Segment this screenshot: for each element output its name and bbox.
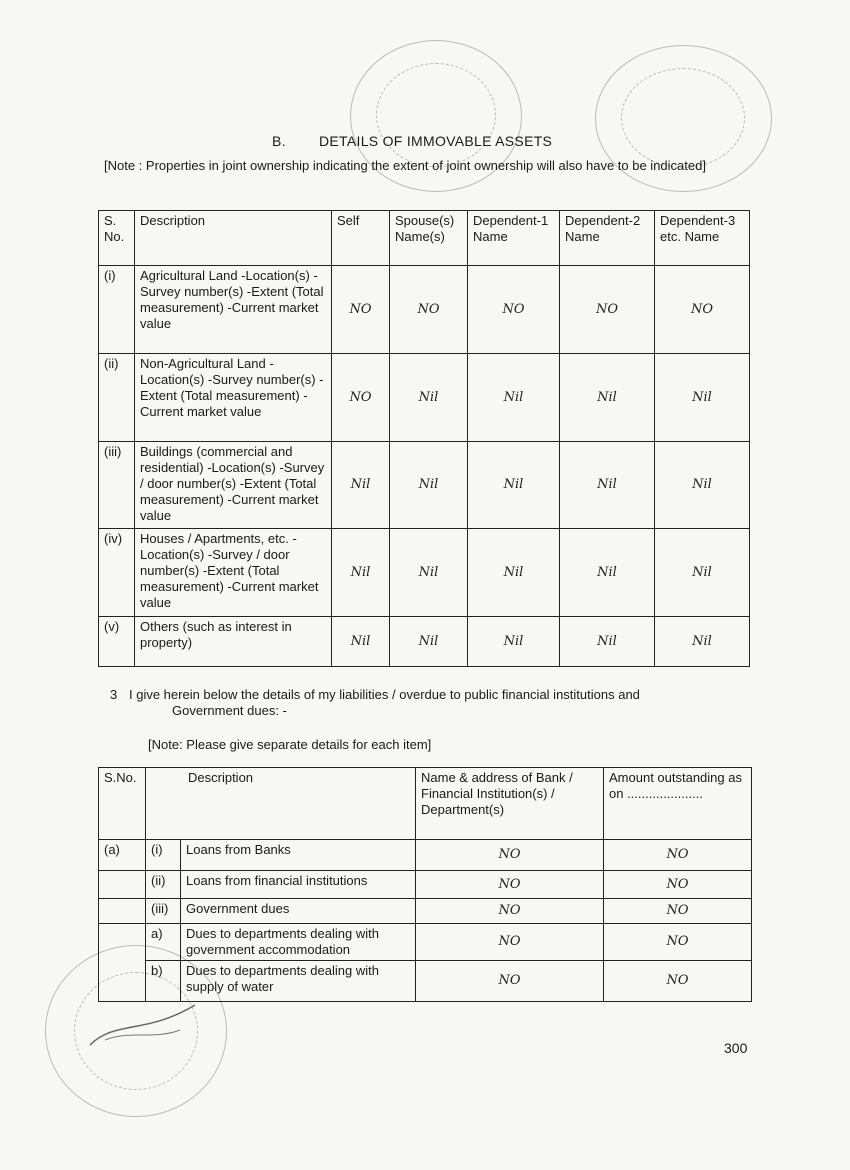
- header-description: Description: [146, 768, 416, 840]
- row-description: Loans from Banks: [181, 840, 416, 871]
- row-description: Dues to departments dealing with supply of water: [181, 961, 416, 1002]
- group-label: (a): [99, 840, 146, 871]
- value-amount: NO: [604, 961, 752, 1002]
- value-dependent-1: Nil: [468, 354, 560, 442]
- header-dependent-2: Dependent-2 Name: [560, 211, 655, 266]
- row-description: Others (such as interest in property): [135, 617, 332, 667]
- row-description: Non-Agricultural Land -Location(s) -Survey number(s) -Extent (Total measurement) -Current market value: [135, 354, 332, 442]
- liabilities-table: [98, 767, 752, 1002]
- signature-mark: [85, 1000, 205, 1050]
- row-sub: (ii): [146, 871, 181, 899]
- header-sno: S. No.: [99, 211, 135, 266]
- value-dependent-2: Nil: [560, 529, 655, 617]
- row-sub: b): [146, 961, 181, 1002]
- assets-header-row: [99, 211, 750, 266]
- value-dependent-2: Nil: [560, 442, 655, 529]
- value-self: Nil: [332, 442, 390, 529]
- value-self: Nil: [332, 617, 390, 667]
- header-dependent-1: Dependent-1 Name: [468, 211, 560, 266]
- liabilities-note: [Note: Please give separate details for each item]: [148, 737, 432, 752]
- row-description: Buildings (commercial and residential) -Location(s) -Survey / door number(s) -Extent (Total measurement) -Current market value: [135, 442, 332, 529]
- value-dependent-1: NO: [468, 266, 560, 354]
- header-sno: S.No.: [99, 768, 146, 840]
- value-bank: NO: [416, 924, 604, 961]
- table-row: [99, 266, 750, 354]
- liabilities-intro-cont: Government dues: -: [172, 703, 287, 718]
- row-sno: (v): [99, 617, 135, 667]
- value-spouse: Nil: [390, 617, 468, 667]
- value-dependent-2: Nil: [560, 354, 655, 442]
- value-dependent-3: Nil: [655, 529, 750, 617]
- value-dependent-1: Nil: [468, 442, 560, 529]
- value-bank: NO: [416, 961, 604, 1002]
- value-spouse: Nil: [390, 442, 468, 529]
- value-spouse: Nil: [390, 529, 468, 617]
- joint-ownership-note: [Note : Properties in joint ownership indicating the extent of joint ownership will also have to be indicated]: [104, 158, 706, 173]
- header-spouse: Spouse(s) Name(s): [390, 211, 468, 266]
- row-description: Loans from financial institutions: [181, 871, 416, 899]
- value-amount: NO: [604, 899, 752, 924]
- row-description: Government dues: [181, 899, 416, 924]
- row-sub: (i): [146, 840, 181, 871]
- table-row: [99, 924, 752, 961]
- section-letter: B.: [272, 133, 286, 149]
- header-description: Description: [135, 211, 332, 266]
- row-sno: (i): [99, 266, 135, 354]
- value-dependent-3: NO: [655, 266, 750, 354]
- value-bank: NO: [416, 871, 604, 899]
- header-dependent-3: Dependent-3 etc. Name: [655, 211, 750, 266]
- table-row: [99, 617, 750, 667]
- liabilities-number: 3: [110, 687, 118, 702]
- table-row: [99, 529, 750, 617]
- header-bank-name: Name & address of Bank / Financial Institution(s) / Department(s): [416, 768, 604, 840]
- table-row: [99, 899, 752, 924]
- section-title: DETAILS OF IMMOVABLE ASSETS: [319, 133, 553, 149]
- value-spouse: NO: [390, 266, 468, 354]
- value-dependent-3: Nil: [655, 442, 750, 529]
- liabilities-header-row: [99, 768, 752, 840]
- row-description: Houses / Apartments, etc. -Location(s) -Survey / door number(s) -Extent (Total measurement) -Current market value: [135, 529, 332, 617]
- row-sno: (iii): [99, 442, 135, 529]
- row-sub: a): [146, 924, 181, 961]
- table-row: [99, 871, 752, 899]
- value-amount: NO: [604, 871, 752, 899]
- page-number: 300: [724, 1040, 748, 1056]
- value-spouse: Nil: [390, 354, 468, 442]
- header-self: Self: [332, 211, 390, 266]
- value-dependent-2: NO: [560, 266, 655, 354]
- value-bank: NO: [416, 899, 604, 924]
- value-dependent-1: Nil: [468, 529, 560, 617]
- row-sno: (ii): [99, 354, 135, 442]
- table-row: [99, 442, 750, 529]
- table-row: [99, 840, 752, 871]
- value-self: NO: [332, 266, 390, 354]
- value-self: Nil: [332, 529, 390, 617]
- value-dependent-1: Nil: [468, 617, 560, 667]
- table-row: [99, 354, 750, 442]
- value-bank: NO: [416, 840, 604, 871]
- row-description: Dues to departments dealing with government accommodation: [181, 924, 416, 961]
- value-self: NO: [332, 354, 390, 442]
- value-amount: NO: [604, 924, 752, 961]
- table-row: [99, 961, 752, 1002]
- immovable-assets-table: [98, 210, 750, 667]
- header-amount-outstanding: Amount outstanding as on .....................: [604, 768, 752, 840]
- liabilities-intro: I give herein below the details of my liabilities / overdue to public financial institutions and: [129, 687, 640, 702]
- value-dependent-3: Nil: [655, 617, 750, 667]
- value-amount: NO: [604, 840, 752, 871]
- row-description: Agricultural Land -Location(s) -Survey number(s) -Extent (Total measurement) -Current market value: [135, 266, 332, 354]
- row-sub: (iii): [146, 899, 181, 924]
- value-dependent-3: Nil: [655, 354, 750, 442]
- row-sno: (iv): [99, 529, 135, 617]
- value-dependent-2: Nil: [560, 617, 655, 667]
